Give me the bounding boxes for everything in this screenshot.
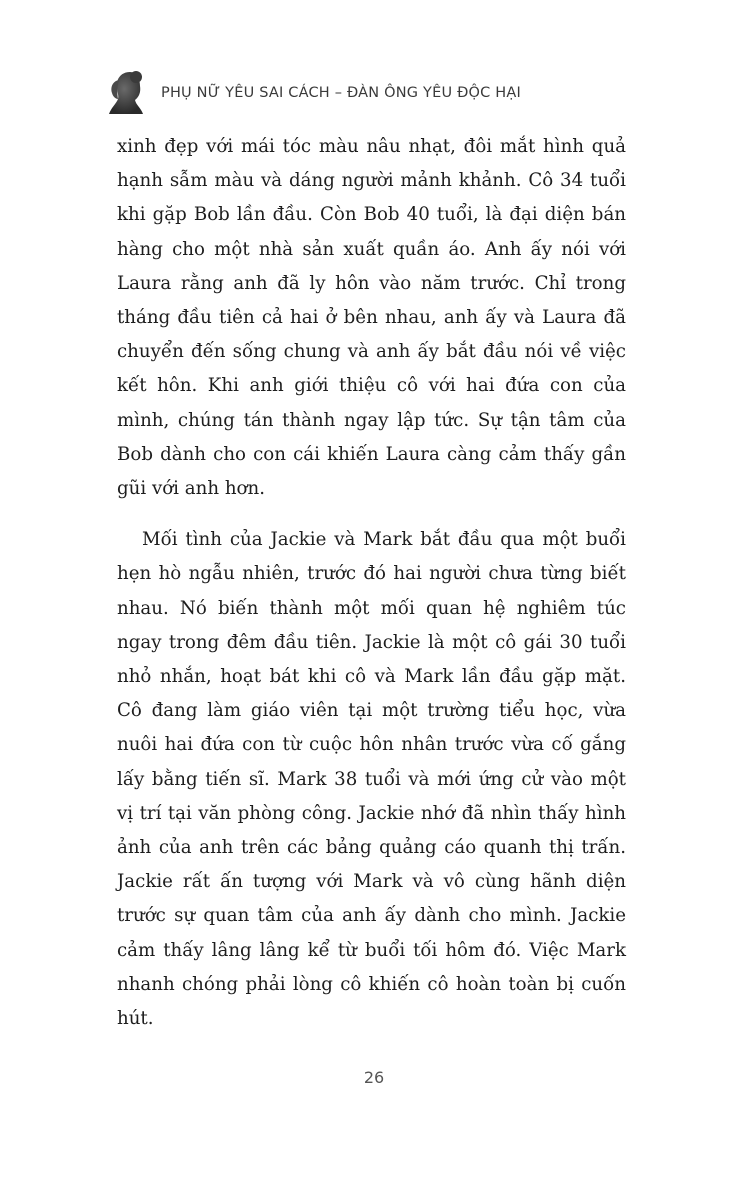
woman-silhouette-icon	[103, 68, 153, 118]
paragraph: Mối tình của Jackie và Mark bắt đầu qua một buổi hẹn hò ngẫu nhiên, trước đó hai người chưa từng biết nhau. Nó biến thành một mối quan hệ nghiêm túc ngay trong đêm đầu tiên. Jackie là một cô gái 30 tuổi nhỏ nhắn, hoạt bát khi cô và Mark lần đầu gặp mặt. Cô đang làm giáo viên tại một trường tiểu học, vừa nuôi hai đứa con từ cuộc hôn nhân trước vừa cố gắng lấy bằng tiến sĩ. Mark 38 tuổi và mới ứng cử vào một vị trí tại văn phòng công. Jackie nhớ đã nhìn thấy hình ảnh của anh trên các bảng quảng cáo quanh thị trấn. Jackie rất ấn tượng với Mark và vô cùng hãnh diện trước sự quan tâm của anh ấy dành cho mình. Jackie cảm thấy lâng lâng kể từ buổi tối hôm đó. Việc Mark nhanh chóng phải lòng cô khiến cô hoàn toàn bị cuốn hút.	[117, 529, 626, 1030]
page-number: 26	[363, 1068, 385, 1087]
book-title: PHỤ NỮ YÊU SAI CÁCH – ĐÀN ÔNG YÊU ĐỘC HẠI	[161, 85, 521, 101]
page-body	[117, 130, 626, 1036]
paragraph: xinh đẹp với mái tóc màu nâu nhạt, đôi mắt hình quả hạnh sẫm màu và dáng người mảnh khảnh. Cô 34 tuổi khi gặp Bob lần đầu. Còn Bob 40 tuổi, là đại diện bán hàng cho một nhà sản xuất quần áo. Anh ấy nói với Laura rằng anh đã ly hôn vào năm trước. Chỉ trong tháng đầu tiên cả hai ở bên nhau, anh ấy và Laura đã chuyển đến sống chung và anh ấy bắt đầu nói về việc kết hôn. Khi anh giới thiệu cô với hai đứa con của mình, chúng tán thành ngay lập tức. Sự tận tâm của Bob dành cho con cái khiến Laura càng cảm thấy gần gũi với anh hơn.	[117, 136, 626, 500]
running-header	[103, 68, 663, 118]
